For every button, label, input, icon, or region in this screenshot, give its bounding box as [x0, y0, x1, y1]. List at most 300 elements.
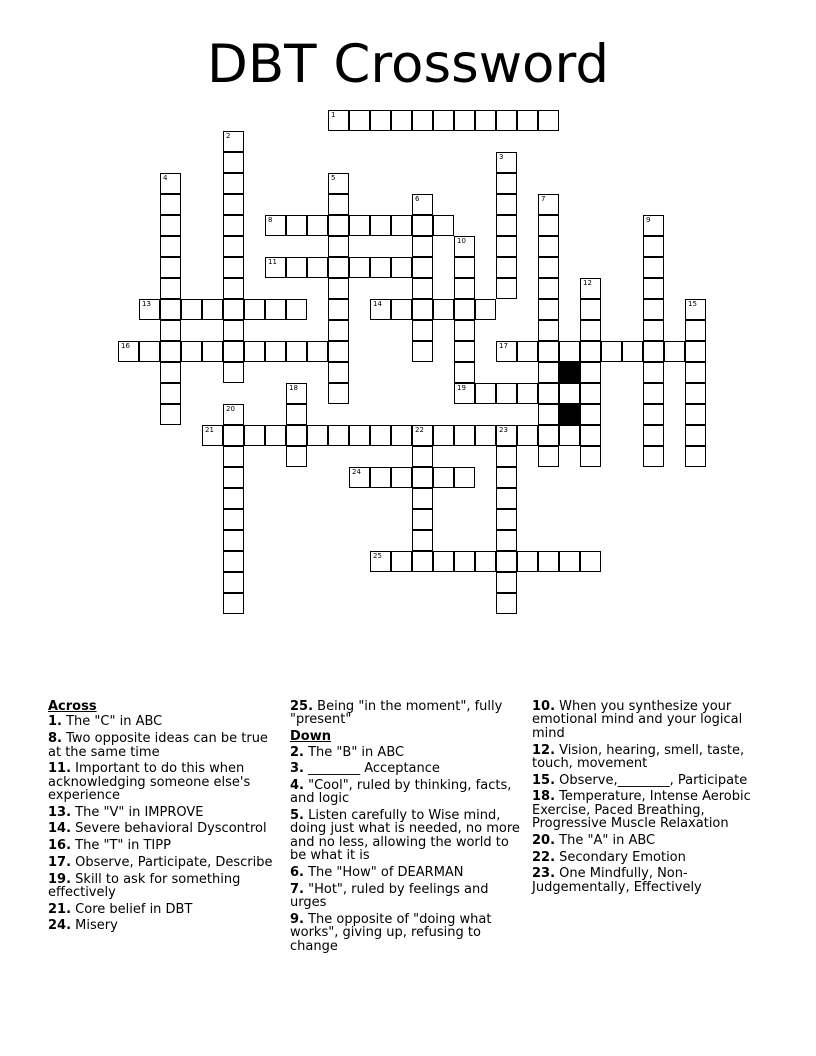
- grid-cell[interactable]: [643, 236, 664, 257]
- grid-cell[interactable]: [412, 110, 433, 131]
- clue-text: Severe behavioral Dyscontrol: [71, 821, 267, 837]
- grid-cell[interactable]: [244, 341, 265, 362]
- grid-cell[interactable]: [328, 215, 349, 236]
- grid-cell[interactable]: [496, 425, 517, 446]
- grid-cell[interactable]: [517, 551, 538, 572]
- grid-cell[interactable]: [223, 278, 244, 299]
- clue-text: Vision, hearing, smell, taste, touch, movement: [532, 742, 745, 771]
- grid-cell[interactable]: [496, 152, 517, 173]
- clue-item: [48, 762, 278, 802]
- grid-cell[interactable]: [223, 194, 244, 215]
- grid-cell[interactable]: [370, 215, 391, 236]
- grid-cell[interactable]: [307, 341, 328, 362]
- grid-cell[interactable]: [496, 488, 517, 509]
- grid-cell[interactable]: [160, 278, 181, 299]
- grid-cell[interactable]: [601, 341, 622, 362]
- across-heading: Across: [48, 699, 97, 714]
- grid-cell[interactable]: [223, 215, 244, 236]
- grid-cell[interactable]: [559, 341, 580, 362]
- clue-number: 19.: [48, 871, 72, 887]
- grid-cell[interactable]: [433, 467, 454, 488]
- clue-number: 6.: [290, 864, 304, 880]
- clue-text: Being "in the moment", fully "present": [290, 699, 503, 728]
- grid-cell[interactable]: [454, 257, 475, 278]
- grid-cell[interactable]: [160, 173, 181, 194]
- grid-cell[interactable]: [223, 530, 244, 551]
- clue-text: The "V" in IMPROVE: [71, 804, 204, 820]
- grid-cell[interactable]: [538, 215, 559, 236]
- grid-cell[interactable]: [433, 110, 454, 131]
- grid-cell[interactable]: [538, 446, 559, 467]
- clue-number: 10.: [532, 699, 556, 714]
- grid-cell[interactable]: [685, 341, 706, 362]
- grid-cell[interactable]: [286, 425, 307, 446]
- grid-cell[interactable]: [370, 551, 391, 572]
- cell-number: 11: [268, 258, 277, 266]
- grid-cell[interactable]: [391, 551, 412, 572]
- grid-cell[interactable]: [580, 320, 601, 341]
- grid-cell[interactable]: [517, 341, 538, 362]
- grid-cell[interactable]: [286, 383, 307, 404]
- clue-text: The "How" of DEARMAN: [303, 864, 464, 880]
- grid-cell[interactable]: [685, 299, 706, 320]
- grid-cell[interactable]: [223, 551, 244, 572]
- clue-text: Temperature, Intense Aerobic Exercise, Paced Breathing, Progressive Muscle Relaxation: [532, 789, 751, 832]
- clue-item: [532, 867, 768, 894]
- cell-number: 7: [541, 195, 546, 203]
- grid-cell[interactable]: [265, 299, 286, 320]
- grid-cell[interactable]: [265, 341, 286, 362]
- clue-item: [532, 744, 768, 771]
- grid-cell[interactable]: [139, 299, 160, 320]
- cell-number: 2: [226, 132, 231, 140]
- clue-number: 3.: [290, 761, 304, 777]
- clue-text: The "B" in ABC: [303, 744, 405, 760]
- clue-text: Important to do this when acknowledging someone else's experience: [48, 761, 251, 804]
- grid-cell[interactable]: [223, 467, 244, 488]
- clue-number: 17.: [48, 854, 72, 870]
- grid-cell[interactable]: [328, 383, 349, 404]
- grid-cell[interactable]: [475, 299, 496, 320]
- grid-cell[interactable]: [412, 278, 433, 299]
- grid-cell[interactable]: [118, 341, 139, 362]
- clues-column-3: [532, 700, 768, 897]
- grid-cell[interactable]: [412, 236, 433, 257]
- grid-cell[interactable]: [496, 509, 517, 530]
- grid-cell[interactable]: [433, 425, 454, 446]
- grid-cell[interactable]: [370, 110, 391, 131]
- grid-cell[interactable]: [328, 110, 349, 131]
- grid-cell[interactable]: [160, 299, 181, 320]
- grid-cell[interactable]: [160, 320, 181, 341]
- clue-text: Secondary Emotion: [555, 849, 686, 865]
- grid-cell[interactable]: [538, 551, 559, 572]
- grid-cell[interactable]: [496, 572, 517, 593]
- clue-item: [290, 746, 526, 759]
- black-cell: [559, 362, 580, 383]
- grid-cell[interactable]: [685, 383, 706, 404]
- grid-cell[interactable]: [517, 110, 538, 131]
- grid-cell[interactable]: [160, 257, 181, 278]
- grid-cell[interactable]: [538, 278, 559, 299]
- grid-cell[interactable]: [391, 215, 412, 236]
- clue-text: Two opposite ideas can be true at the same time: [48, 731, 268, 760]
- grid-cell[interactable]: [559, 425, 580, 446]
- clue-item: [48, 919, 278, 932]
- grid-cell[interactable]: [454, 320, 475, 341]
- grid-cell[interactable]: [559, 383, 580, 404]
- grid-cell[interactable]: [475, 551, 496, 572]
- cell-number: 10: [457, 237, 466, 245]
- grid-cell[interactable]: [643, 446, 664, 467]
- grid-cell[interactable]: [454, 110, 475, 131]
- grid-cell[interactable]: [412, 488, 433, 509]
- clue-item: [532, 700, 768, 740]
- grid-cell[interactable]: [349, 110, 370, 131]
- cell-number: 20: [226, 405, 235, 413]
- grid-cell[interactable]: [160, 194, 181, 215]
- grid-cell[interactable]: [223, 488, 244, 509]
- grid-cell[interactable]: [538, 194, 559, 215]
- clue-item: [290, 779, 526, 806]
- grid-cell[interactable]: [643, 341, 664, 362]
- grid-cell[interactable]: [433, 299, 454, 320]
- cell-number: 15: [688, 300, 697, 308]
- clue-number: 25.: [290, 699, 314, 714]
- grid-cell[interactable]: [328, 341, 349, 362]
- grid-cell[interactable]: [580, 446, 601, 467]
- grid-cell[interactable]: [643, 257, 664, 278]
- grid-cell[interactable]: [286, 341, 307, 362]
- grid-cell[interactable]: [328, 299, 349, 320]
- grid-cell[interactable]: [496, 236, 517, 257]
- grid-cell[interactable]: [454, 278, 475, 299]
- grid-cell[interactable]: [643, 278, 664, 299]
- grid-cell[interactable]: [412, 257, 433, 278]
- clue-item: [48, 873, 278, 900]
- clue-item: [290, 762, 526, 775]
- grid-cell[interactable]: [160, 383, 181, 404]
- clue-number: 13.: [48, 804, 72, 820]
- cell-number: 5: [331, 174, 336, 182]
- grid-cell[interactable]: [643, 425, 664, 446]
- grid-cell[interactable]: [370, 425, 391, 446]
- grid-cell[interactable]: [307, 425, 328, 446]
- grid-cell[interactable]: [496, 551, 517, 572]
- grid-cell[interactable]: [580, 341, 601, 362]
- grid-cell[interactable]: [454, 341, 475, 362]
- grid-cell[interactable]: [328, 236, 349, 257]
- grid-cell[interactable]: [223, 341, 244, 362]
- grid-cell[interactable]: [454, 383, 475, 404]
- grid-cell[interactable]: [160, 362, 181, 383]
- grid-cell[interactable]: [433, 551, 454, 572]
- clues-column-2: [290, 700, 526, 956]
- clue-number: 23.: [532, 866, 556, 882]
- grid-cell[interactable]: [391, 110, 412, 131]
- clue-number: 20.: [532, 832, 556, 848]
- grid-cell[interactable]: [685, 446, 706, 467]
- grid-cell[interactable]: [181, 341, 202, 362]
- grid-cell[interactable]: [223, 152, 244, 173]
- down-heading: Down: [290, 729, 331, 745]
- cell-number: 8: [268, 216, 273, 224]
- clue-number: 15.: [532, 772, 556, 788]
- clue-text: The "C" in ABC: [61, 714, 163, 730]
- grid-cell[interactable]: [349, 215, 370, 236]
- grid-cell[interactable]: [496, 593, 517, 614]
- grid-cell[interactable]: [223, 593, 244, 614]
- grid-cell[interactable]: [496, 467, 517, 488]
- grid-cell[interactable]: [223, 299, 244, 320]
- clue-text: Skill to ask for something effectively: [48, 871, 241, 900]
- grid-cell[interactable]: [643, 320, 664, 341]
- grid-cell[interactable]: [454, 425, 475, 446]
- clue-number: 5.: [290, 808, 304, 824]
- clue-number: 12.: [532, 742, 556, 758]
- grid-cell[interactable]: [223, 404, 244, 425]
- grid-cell[interactable]: [370, 467, 391, 488]
- clue-text: One Mindfully, Non-Judgementally, Effectively: [532, 866, 702, 895]
- clue-number: 4.: [290, 777, 304, 793]
- grid-cell[interactable]: [223, 425, 244, 446]
- grid-cell[interactable]: [412, 299, 433, 320]
- grid-cell[interactable]: [412, 215, 433, 236]
- grid-cell[interactable]: [244, 299, 265, 320]
- grid-cell[interactable]: [349, 467, 370, 488]
- grid-cell[interactable]: [265, 257, 286, 278]
- cell-number: 21: [205, 426, 214, 434]
- clues-column-1: [48, 700, 278, 936]
- grid-cell[interactable]: [643, 299, 664, 320]
- grid-cell[interactable]: [496, 173, 517, 194]
- grid-cell[interactable]: [370, 299, 391, 320]
- clue-item: [532, 834, 768, 847]
- grid-cell[interactable]: [538, 320, 559, 341]
- grid-cell[interactable]: [328, 257, 349, 278]
- grid-cell[interactable]: [538, 404, 559, 425]
- grid-cell[interactable]: [643, 404, 664, 425]
- cell-number: 25: [373, 552, 382, 560]
- grid-cell[interactable]: [391, 467, 412, 488]
- clue-text: Observe, Participate, Describe: [71, 854, 273, 870]
- clue-item: [48, 732, 278, 759]
- grid-cell[interactable]: [496, 257, 517, 278]
- clue-text: "Hot", ruled by feelings and urges: [290, 881, 489, 911]
- grid-cell[interactable]: [454, 362, 475, 383]
- grid-cell[interactable]: [265, 215, 286, 236]
- grid-cell[interactable]: [223, 362, 244, 383]
- grid-cell[interactable]: [685, 404, 706, 425]
- grid-cell[interactable]: [412, 551, 433, 572]
- grid-cell[interactable]: [685, 425, 706, 446]
- grid-cell[interactable]: [160, 341, 181, 362]
- grid-cell[interactable]: [685, 320, 706, 341]
- grid-cell[interactable]: [454, 299, 475, 320]
- clue-text: The opposite of "doing what works", giving up, refusing to change: [290, 911, 492, 954]
- grid-cell[interactable]: [286, 215, 307, 236]
- clue-item: [532, 790, 768, 830]
- grid-cell[interactable]: [496, 341, 517, 362]
- clue-item: [532, 774, 768, 787]
- grid-cell[interactable]: [580, 404, 601, 425]
- grid-cell[interactable]: [202, 341, 223, 362]
- grid-cell[interactable]: [370, 257, 391, 278]
- grid-cell[interactable]: [412, 509, 433, 530]
- grid-cell[interactable]: [580, 278, 601, 299]
- clue-number: 11.: [48, 761, 72, 777]
- grid-cell[interactable]: [202, 425, 223, 446]
- cell-number: 24: [352, 468, 361, 476]
- grid-cell[interactable]: [433, 215, 454, 236]
- clue-text: Misery: [71, 918, 118, 934]
- grid-cell[interactable]: [223, 257, 244, 278]
- grid-cell[interactable]: [412, 446, 433, 467]
- grid-cell[interactable]: [538, 257, 559, 278]
- grid-cell[interactable]: [559, 551, 580, 572]
- grid-cell[interactable]: [643, 383, 664, 404]
- clue-item: [48, 839, 278, 852]
- cell-number: 3: [499, 153, 504, 161]
- clue-number: 7.: [290, 881, 304, 897]
- clue-text: Observe,________, Participate: [555, 772, 748, 788]
- clue-item: [48, 822, 278, 835]
- clue-text: The "A" in ABC: [555, 832, 656, 848]
- grid-cell[interactable]: [643, 215, 664, 236]
- grid-cell[interactable]: [538, 299, 559, 320]
- grid-cell[interactable]: [496, 446, 517, 467]
- grid-cell[interactable]: [475, 110, 496, 131]
- grid-cell[interactable]: [223, 320, 244, 341]
- grid-cell[interactable]: [412, 425, 433, 446]
- grid-cell[interactable]: [223, 131, 244, 152]
- grid-cell[interactable]: [286, 404, 307, 425]
- grid-cell[interactable]: [454, 467, 475, 488]
- grid-cell[interactable]: [580, 299, 601, 320]
- grid-cell[interactable]: [328, 320, 349, 341]
- grid-cell[interactable]: [223, 446, 244, 467]
- grid-cell[interactable]: [328, 278, 349, 299]
- grid-cell[interactable]: [223, 572, 244, 593]
- grid-cell[interactable]: [538, 383, 559, 404]
- grid-cell[interactable]: [244, 425, 265, 446]
- grid-cell[interactable]: [328, 173, 349, 194]
- grid-cell[interactable]: [580, 551, 601, 572]
- grid-cell[interactable]: [580, 425, 601, 446]
- grid-cell[interactable]: [349, 257, 370, 278]
- cell-number: 14: [373, 300, 382, 308]
- grid-cell[interactable]: [643, 362, 664, 383]
- clue-text: Core belief in DBT: [71, 901, 193, 917]
- grid-cell[interactable]: [685, 362, 706, 383]
- clue-item: [290, 809, 526, 863]
- cell-number: 6: [415, 195, 420, 203]
- grid-cell[interactable]: [538, 236, 559, 257]
- grid-cell[interactable]: [496, 383, 517, 404]
- black-cell: [559, 404, 580, 425]
- cell-number: 9: [646, 216, 651, 224]
- grid-cell[interactable]: [538, 425, 559, 446]
- clue-number: 22.: [532, 849, 556, 865]
- clue-item: [290, 866, 526, 879]
- page-title: DBT Crossword: [207, 34, 609, 95]
- cell-number: 13: [142, 300, 151, 308]
- grid-cell[interactable]: [496, 110, 517, 131]
- grid-cell[interactable]: [307, 215, 328, 236]
- clue-item: [290, 700, 526, 727]
- grid-cell[interactable]: [391, 299, 412, 320]
- grid-cell[interactable]: [160, 404, 181, 425]
- grid-cell[interactable]: [496, 215, 517, 236]
- clue-number: 2.: [290, 744, 304, 760]
- grid-cell[interactable]: [391, 425, 412, 446]
- grid-cell[interactable]: [454, 551, 475, 572]
- grid-cell[interactable]: [517, 383, 538, 404]
- grid-cell[interactable]: [160, 215, 181, 236]
- grid-cell[interactable]: [286, 299, 307, 320]
- grid-cell[interactable]: [412, 320, 433, 341]
- cell-number: 17: [499, 342, 508, 350]
- grid-cell[interactable]: [139, 341, 160, 362]
- grid-cell[interactable]: [349, 425, 370, 446]
- grid-cell[interactable]: [412, 530, 433, 551]
- grid-cell[interactable]: [412, 194, 433, 215]
- grid-cell[interactable]: [328, 362, 349, 383]
- grid-cell[interactable]: [496, 278, 517, 299]
- grid-cell[interactable]: [496, 530, 517, 551]
- grid-cell[interactable]: [391, 257, 412, 278]
- grid-cell[interactable]: [160, 236, 181, 257]
- grid-cell[interactable]: [475, 425, 496, 446]
- grid-cell[interactable]: [223, 236, 244, 257]
- clue-text: When you synthesize your emotional mind and your logical mind: [532, 699, 743, 741]
- cell-number: 19: [457, 384, 466, 392]
- grid-cell[interactable]: [622, 341, 643, 362]
- grid-cell[interactable]: [580, 383, 601, 404]
- grid-cell[interactable]: [580, 362, 601, 383]
- grid-cell[interactable]: [328, 425, 349, 446]
- clue-number: 8.: [48, 731, 62, 747]
- grid-cell[interactable]: [517, 425, 538, 446]
- grid-cell[interactable]: [223, 173, 244, 194]
- cell-number: 22: [415, 426, 424, 434]
- clue-item: [48, 903, 278, 916]
- clue-item: [48, 856, 278, 869]
- clue-item: [48, 806, 278, 819]
- grid-cell[interactable]: [538, 110, 559, 131]
- grid-cell[interactable]: [223, 509, 244, 530]
- grid-cell[interactable]: [475, 383, 496, 404]
- grid-cell[interactable]: [286, 257, 307, 278]
- grid-cell[interactable]: [664, 341, 685, 362]
- grid-cell[interactable]: [265, 425, 286, 446]
- grid-cell[interactable]: [454, 236, 475, 257]
- clue-number: 9.: [290, 911, 304, 927]
- grid-cell[interactable]: [412, 341, 433, 362]
- cell-number: 23: [499, 426, 508, 434]
- grid-cell[interactable]: [496, 194, 517, 215]
- grid-cell[interactable]: [538, 341, 559, 362]
- grid-cell[interactable]: [328, 194, 349, 215]
- grid-cell[interactable]: [286, 446, 307, 467]
- clue-text: Listen carefully to Wise mind, doing just what is needed, no more and no less, allowing the world to be what it is: [290, 808, 520, 864]
- clue-item: [532, 851, 768, 864]
- grid-cell[interactable]: [181, 299, 202, 320]
- grid-cell[interactable]: [538, 362, 559, 383]
- grid-cell[interactable]: [307, 257, 328, 278]
- grid-cell[interactable]: [202, 299, 223, 320]
- grid-cell[interactable]: [412, 467, 433, 488]
